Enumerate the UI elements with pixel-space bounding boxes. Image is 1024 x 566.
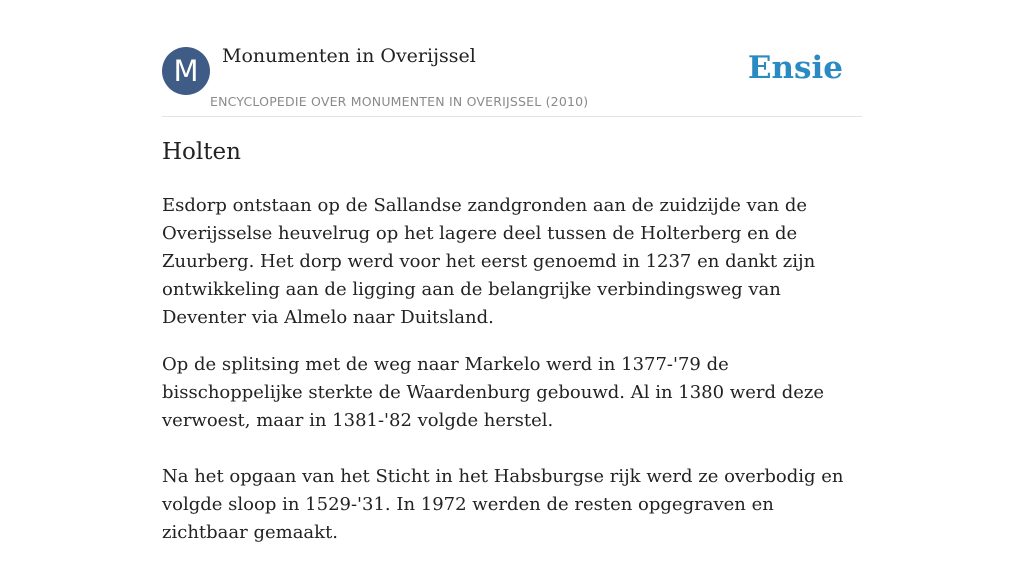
header <box>162 0 862 117</box>
site-subtitle[interactable]: ENCYCLOPEDIE OVER MONUMENTEN IN OVERIJSSEL (2010) <box>210 94 589 109</box>
page <box>162 0 862 543</box>
article-paragraph: Esdorp ontstaan op de Sallandse zandgronden aan de zuidzijde van de Overijsselse heuvelrug op het lagere deel tussen de Holterberg en de Zuurberg. Het dorp werd voor het eerst genoemd in 1237 en dankt zijn ontwikkeling aan de ligging aan de belangrijke verbindingsweg van Deventer via Almelo naar Duitsland. <box>162 195 816 328</box>
avatar[interactable]: M <box>162 47 210 95</box>
article-title: Holten <box>162 139 241 165</box>
article-paragraph: Op de splitsing met de weg naar Markelo werd in 1377-'79 de bisschoppelijke sterkte de Waardenburg gebouwd. Al in 1380 werd deze verwoest, maar in 1381-'82 volgde herstel. <box>162 354 825 431</box>
article-body <box>162 192 862 566</box>
article-paragraph: Na het opgaan van het Sticht in het Habsburgse rijk werd ze overbodig en volgde sloop in 1529-'31. In 1972 werden de resten opgegraven en zichtbaar gemaakt. <box>162 466 844 543</box>
brand-logo[interactable]: Ensie <box>747 50 843 86</box>
site-title[interactable]: Monumenten in Overijssel <box>222 45 476 67</box>
